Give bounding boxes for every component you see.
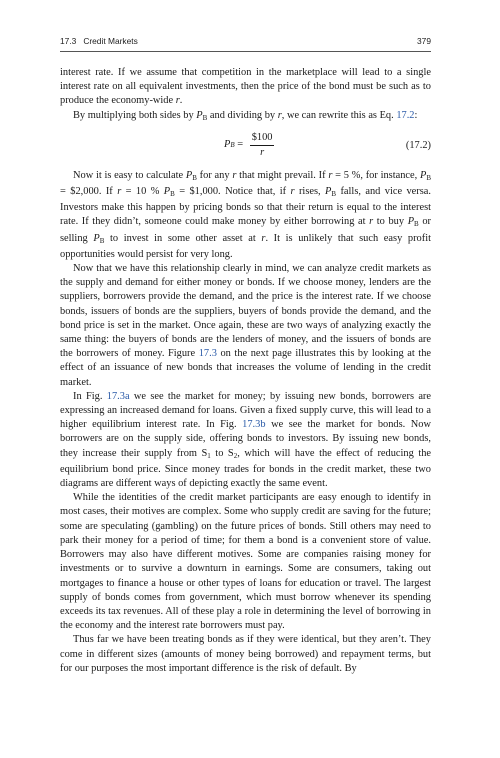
- numerator: $100: [250, 131, 275, 146]
- paragraph: Thus far we have been treating bonds as if they were identical, but they aren’t. They come in different sizes (amounts of money being borrowed) and repayment terms, but for our purposes the most important difference is the risk of default. By: [60, 634, 431, 674]
- body-text: [60, 66, 431, 676]
- header-section: [60, 36, 145, 46]
- equation-link[interactable]: 17.2: [396, 109, 415, 121]
- page-number: 379: [417, 36, 431, 46]
- equation-17-2: [60, 129, 431, 165]
- paragraph: In Fig. 17.3a we see the market for money; by issuing new bonds, borrowers are expressing an increased demand for loans. Given a fixed supply curve, this will lead to a higher equilibrium interest rate. In Fig. 17.3b we see the market for bonds. Now borrowers are on the supply side, offering bonds to investors. By issuing new bonds, they increase their supply from $S_1$ to $S_2$, which will have the effect of reducing the equilibrium bond price. Since money trades for bonds in the credit market, these two diagrams are different ways of depicting exactly the same event.: [60, 390, 432, 490]
- header-rule: [60, 51, 431, 52]
- equation-body: P B = $\frac{\$100}{r}$: [224, 131, 273, 158]
- fraction: [250, 131, 275, 160]
- equation-number: (17.2): [405, 139, 431, 151]
- section-number: 17.3: [60, 36, 77, 46]
- section-title: Credit Markets: [83, 36, 138, 46]
- paragraph: By multiplying both sides by $P_B$ and dividing by r, we can rewrite this as Eq. 17.2:: [73, 109, 418, 122]
- figure-link[interactable]: 17.3b: [242, 419, 266, 431]
- paragraph: Now it is easy to calculate $P_B$ for any r that might prevail. If r = 5 %, for instance, $P_B$ = $2,000. If r = 10 % $P_B$ = $1,000. Notice that, if r rises, $P_B$ falls, and vice versa. Investors make this happen by pricing bonds so that their return is equal to the interest rate. If they didn’t, someone could make money by either borrowing at r to buy $P_B$ or selling $P_B$ to invest in some other asset at r. It is unlikely that such easy profit opportunities would persist for very long.: [60, 169, 432, 260]
- paragraph: interest rate. If we assume that competition in the marketplace will lead to a single interest rate on all equivalent investments, then the price of the bond must be such as to produce the economy-wide r.: [60, 67, 431, 107]
- figure-link[interactable]: 17.3a: [106, 390, 130, 402]
- figure-link[interactable]: 17.3: [198, 348, 217, 360]
- paragraph: Now that we have this relationship clearly in mind, we can analyze credit markets as the supply and demand for either money or bonds. If we choose money, lenders are the suppliers, borrowers provide the demand, and the price is the interest rate. If we choose bonds, issuers of bonds are the suppliers, buyers of bonds provide the demand, and the bond price is set in the market. Once again, these are two ways of analyzing exactly the same thing: the buyers of bonds are the lenders of money, and the issuers of bonds are the borrowers of money. Figure 17.3 on the next page illustrates this by looking at the effect of an issuance of new bonds that increases the volume of lending in the credit market.: [60, 263, 432, 388]
- running-header: [60, 36, 431, 46]
- denominator: r: [260, 146, 265, 158]
- paragraph: While the identities of the credit market participants are easy enough to identify in most cases, their motives are complex. Some who supply credit are saving for the future; some are speculating (gambling) on the future prices of bonds. Still others may need to park their money for a period of time; for them a bond is a convenient store of value. Borrowers may also have different motives. Some are companies raising money for investments or to survive a downturn in earnings. Some are consumers, taking out mortgages to finance a house or other types of loans for education or travel. The largest supply of bonds comes from government, which must borrow whenever its spending exceeds its tax revenues. All of these play a role in determining the level of borrowing in the economy and the interest rate borrowers must pay.: [60, 492, 431, 632]
